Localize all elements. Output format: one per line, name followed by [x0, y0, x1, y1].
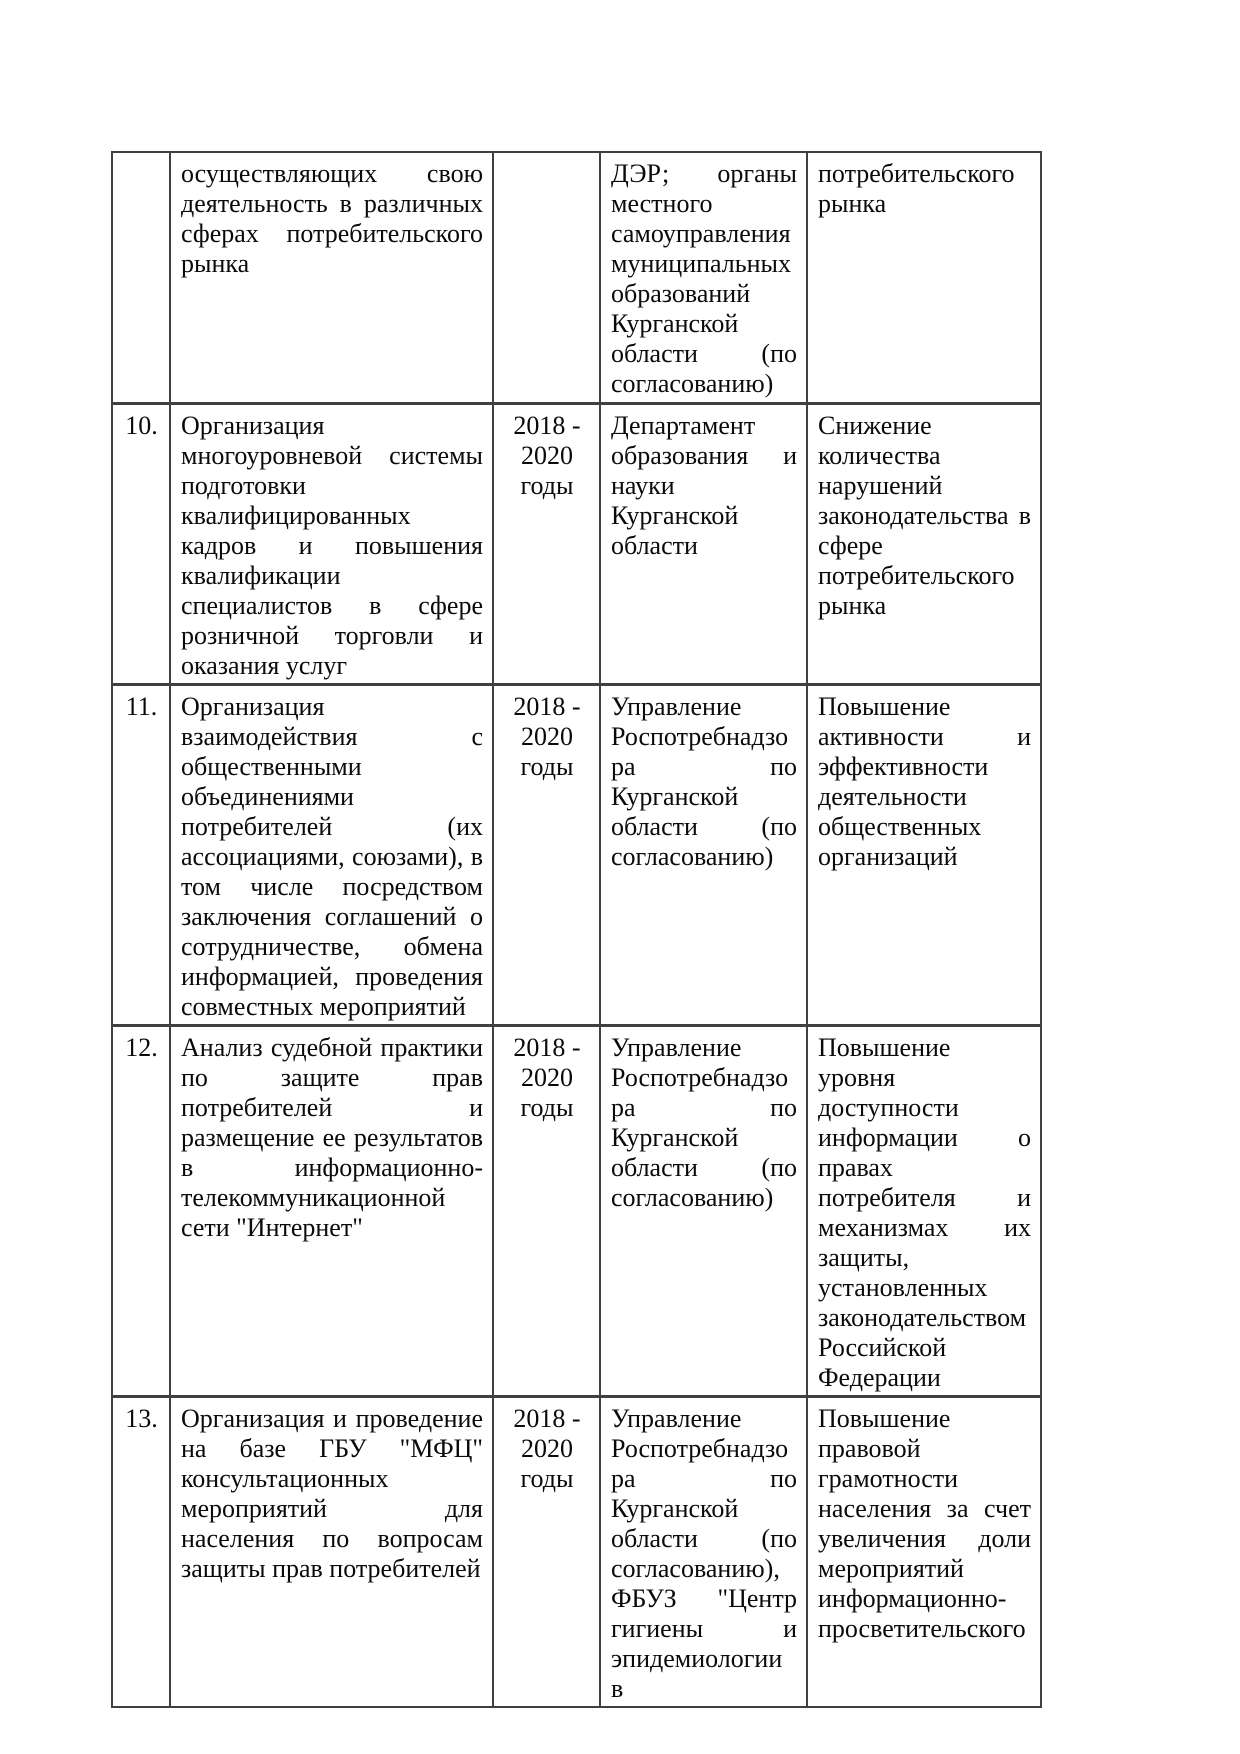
cell-number: 11. — [112, 684, 170, 1025]
cell-responsible: Управление Роспотребнадзора по Курганской области (по согласованию) — [600, 684, 807, 1025]
cell-responsible: Управление Роспотребнадзора по Курганской области (по согласованию), ФБУЗ "Центр гигиены и эпидемиологии в — [600, 1396, 807, 1707]
cell-result: Повышение уровня доступности информации о правах потребителя и механизмах их защиты, установленных законодательством Российской Федерации — [807, 1025, 1041, 1396]
cell-responsible: Департамент образования и науки Курганской области — [600, 403, 807, 684]
cell-responsible: ДЭР; органы местного самоуправления муниципальных образований Курганской области (по согласованию) — [600, 152, 807, 403]
cell-number: 12. — [112, 1025, 170, 1396]
cell-period: 2018 - 2020 годы — [493, 1025, 600, 1396]
table-row-11 — [112, 684, 1041, 1025]
table-row-continuation — [112, 152, 1041, 403]
cell-responsible: Управление Роспотребнадзора по Курганской области (по согласованию) — [600, 1025, 807, 1396]
cell-result: Снижение количества нарушений законодательства в сфере потребительского рынка — [807, 403, 1041, 684]
cell-period: 2018 - 2020 годы — [493, 403, 600, 684]
cell-activity: Организация многоуровневой системы подготовки квалифицированных кадров и повышения квалификации специалистов в сфере розничной торговли и оказания услуг — [170, 403, 493, 684]
cell-period: 2018 - 2020 годы — [493, 1396, 600, 1707]
cell-result: Повышение активности и эффективности деятельности общественных организаций — [807, 684, 1041, 1025]
cell-activity: Организация взаимодействия с общественными объединениями потребителей (их ассоциациями, союзами), в том числе посредством заключения соглашений о сотрудничестве, обмена информацией, проведения совместных мероприятий — [170, 684, 493, 1025]
table-row-12 — [112, 1025, 1041, 1396]
cell-number: 13. — [112, 1396, 170, 1707]
cell-number: 10. — [112, 403, 170, 684]
cell-result: потребительского рынка — [807, 152, 1041, 403]
cell-activity: Организация и проведение на базе ГБУ "МФЦ" консультационных мероприятий для населения по вопросам защиты прав потребителей — [170, 1396, 493, 1707]
table-row-13 — [112, 1396, 1041, 1707]
cell-activity: осуществляющих свою деятельность в различных сферах потребительского рынка — [170, 152, 493, 403]
measures-table — [111, 151, 1042, 1708]
cell-period: 2018 - 2020 годы — [493, 684, 600, 1025]
cell-period — [493, 152, 600, 403]
cell-result: Повышение правовой грамотности населения за счет увеличения доли мероприятий информационно-просветительского — [807, 1396, 1041, 1707]
cell-number — [112, 152, 170, 403]
table-row-10 — [112, 403, 1041, 684]
cell-activity: Анализ судебной практики по защите прав потребителей и размещение ее результатов в информационно-телекоммуникационной сети "Интернет" — [170, 1025, 493, 1396]
